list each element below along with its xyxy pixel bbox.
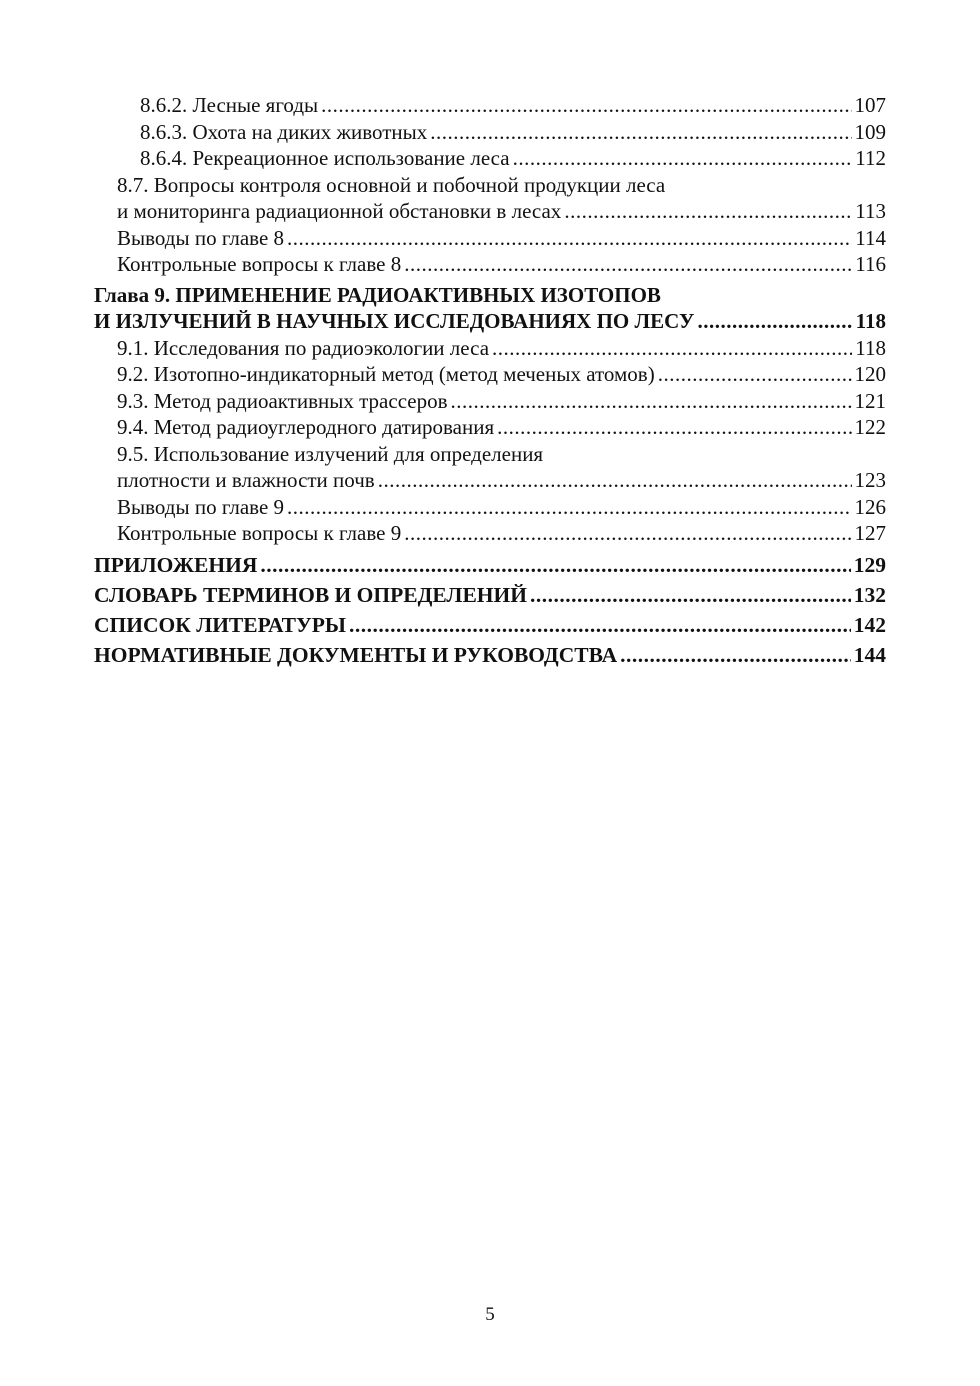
- toc-section-glossary[interactable]: [94, 580, 886, 610]
- toc-entry-questions-8[interactable]: [94, 251, 886, 278]
- toc-entry-title-line1: 8.7. Вопросы контроля основной и побочной продукции леса: [117, 172, 666, 197]
- toc-entry-title: 9.2. Изотопно-индикаторный метод (метод меченых атомов): [117, 362, 655, 386]
- toc-entry-page: 113: [855, 199, 886, 223]
- toc-section-appendices[interactable]: [94, 550, 886, 580]
- toc-entry-8-6-2[interactable]: [94, 92, 886, 119]
- dot-leader: [530, 580, 851, 610]
- toc-entry-title: 8.6.2. Лесные ягоды: [140, 93, 319, 117]
- dot-leader: [404, 251, 852, 278]
- toc-entry-8-6-4[interactable]: [94, 145, 886, 172]
- toc-entry-title: 9.3. Метод радиоактивных трассеров: [117, 388, 448, 413]
- toc-entry-title: Выводы по главе 8: [117, 225, 285, 250]
- dot-leader: [658, 361, 852, 388]
- toc-entry-page: 116: [855, 252, 886, 276]
- toc-entry-page: 132: [853, 582, 886, 607]
- dot-leader: [321, 92, 851, 119]
- dot-leader: [513, 145, 853, 172]
- dot-leader: [564, 198, 852, 225]
- toc-entry-page: 118: [855, 335, 886, 360]
- toc-entry-9-2[interactable]: [94, 361, 886, 388]
- toc-entry-title: 8.6.3. Охота на диких животных: [140, 119, 428, 144]
- toc-entry-8-6-3[interactable]: [94, 119, 886, 146]
- toc-entry-page: 144: [853, 642, 886, 667]
- toc-entry-9-3[interactable]: [94, 388, 886, 415]
- page-number: 5: [485, 1304, 495, 1325]
- toc-entry-8-7[interactable]: [94, 172, 886, 225]
- toc-entry-title: Выводы по главе 9: [117, 494, 285, 519]
- toc-entry-conclusions-8[interactable]: [94, 225, 886, 252]
- toc-chapter-9[interactable]: [94, 282, 886, 335]
- toc-entry-page: 118: [855, 309, 886, 333]
- toc-entry-page: 120: [854, 362, 886, 386]
- toc-entry-title-line2: плотности и влажности почв: [117, 468, 375, 492]
- toc-entry-page: 126: [854, 494, 886, 519]
- toc-entry-page: 107: [854, 93, 886, 117]
- dot-leader: [287, 225, 852, 252]
- dot-leader: [378, 467, 852, 494]
- toc-entry-page: 127: [854, 521, 886, 545]
- toc-entry-page: 121: [854, 388, 886, 413]
- dot-leader: [260, 550, 850, 580]
- toc-entry-title: Контрольные вопросы к главе 8: [117, 252, 402, 276]
- toc-section-title: ПРИЛОЖЕНИЯ: [94, 552, 258, 577]
- dot-leader: [287, 494, 851, 521]
- toc-section-title: СПИСОК ЛИТЕРАТУРЫ: [94, 612, 346, 637]
- toc-entry-title-line2: и мониторинга радиационной обстановки в лесах: [117, 199, 562, 223]
- toc-entry-page: 112: [855, 146, 886, 170]
- toc-entry-title: Контрольные вопросы к главе 9: [117, 521, 402, 545]
- toc-entry-page: 123: [854, 468, 886, 492]
- toc-entry-line2: [94, 467, 886, 494]
- toc-entry-page: 129: [853, 552, 886, 577]
- toc-entry-title: 8.6.4. Рекреационное использование леса: [140, 146, 510, 170]
- toc-entry-9-5[interactable]: [94, 441, 886, 494]
- toc-chapter-line2: [94, 308, 886, 335]
- dot-leader: [430, 119, 851, 146]
- toc-entry-9-4[interactable]: [94, 414, 886, 441]
- toc-entry-9-1[interactable]: [94, 335, 886, 362]
- toc-entry-page: 122: [854, 415, 886, 439]
- toc-entry-line2: [94, 198, 886, 225]
- toc-entry-title: 9.4. Метод радиоуглеродного датирования: [117, 415, 495, 439]
- toc-entry-conclusions-9[interactable]: [94, 494, 886, 521]
- toc-section-references[interactable]: [94, 610, 886, 640]
- dot-leader: [451, 388, 852, 415]
- dot-leader: [349, 610, 851, 640]
- dot-leader: [497, 414, 851, 441]
- toc-chapter-title-line2: И ИЗЛУЧЕНИЙ В НАУЧНЫХ ИССЛЕДОВАНИЯХ ПО ЛЕСУ: [94, 309, 695, 333]
- toc-section-title: НОРМАТИВНЫЕ ДОКУМЕНТЫ И РУКОВОДСТВА: [94, 642, 618, 667]
- toc-entry-page: 142: [853, 612, 886, 637]
- toc-entry-title-line1: 9.5. Использование излучений для определения: [117, 441, 544, 466]
- dot-leader: [492, 335, 852, 362]
- toc-section-normative-docs[interactable]: [94, 640, 886, 670]
- dot-leader: [404, 520, 851, 547]
- toc-chapter-title-line1: Глава 9. ПРИМЕНЕНИЕ РАДИОАКТИВНЫХ ИЗОТОПОВ: [94, 282, 661, 307]
- dot-leader: [697, 308, 852, 335]
- toc-entry-page: 109: [854, 119, 886, 144]
- toc-entry-title: 9.1. Исследования по радиоэкологии леса: [117, 335, 490, 360]
- dot-leader: [620, 640, 851, 670]
- toc-section-title: СЛОВАРЬ ТЕРМИНОВ И ОПРЕДЕЛЕНИЙ: [94, 582, 527, 607]
- toc-entry-questions-9[interactable]: [94, 520, 886, 547]
- table-of-contents: [94, 92, 886, 670]
- toc-entry-page: 114: [855, 225, 886, 250]
